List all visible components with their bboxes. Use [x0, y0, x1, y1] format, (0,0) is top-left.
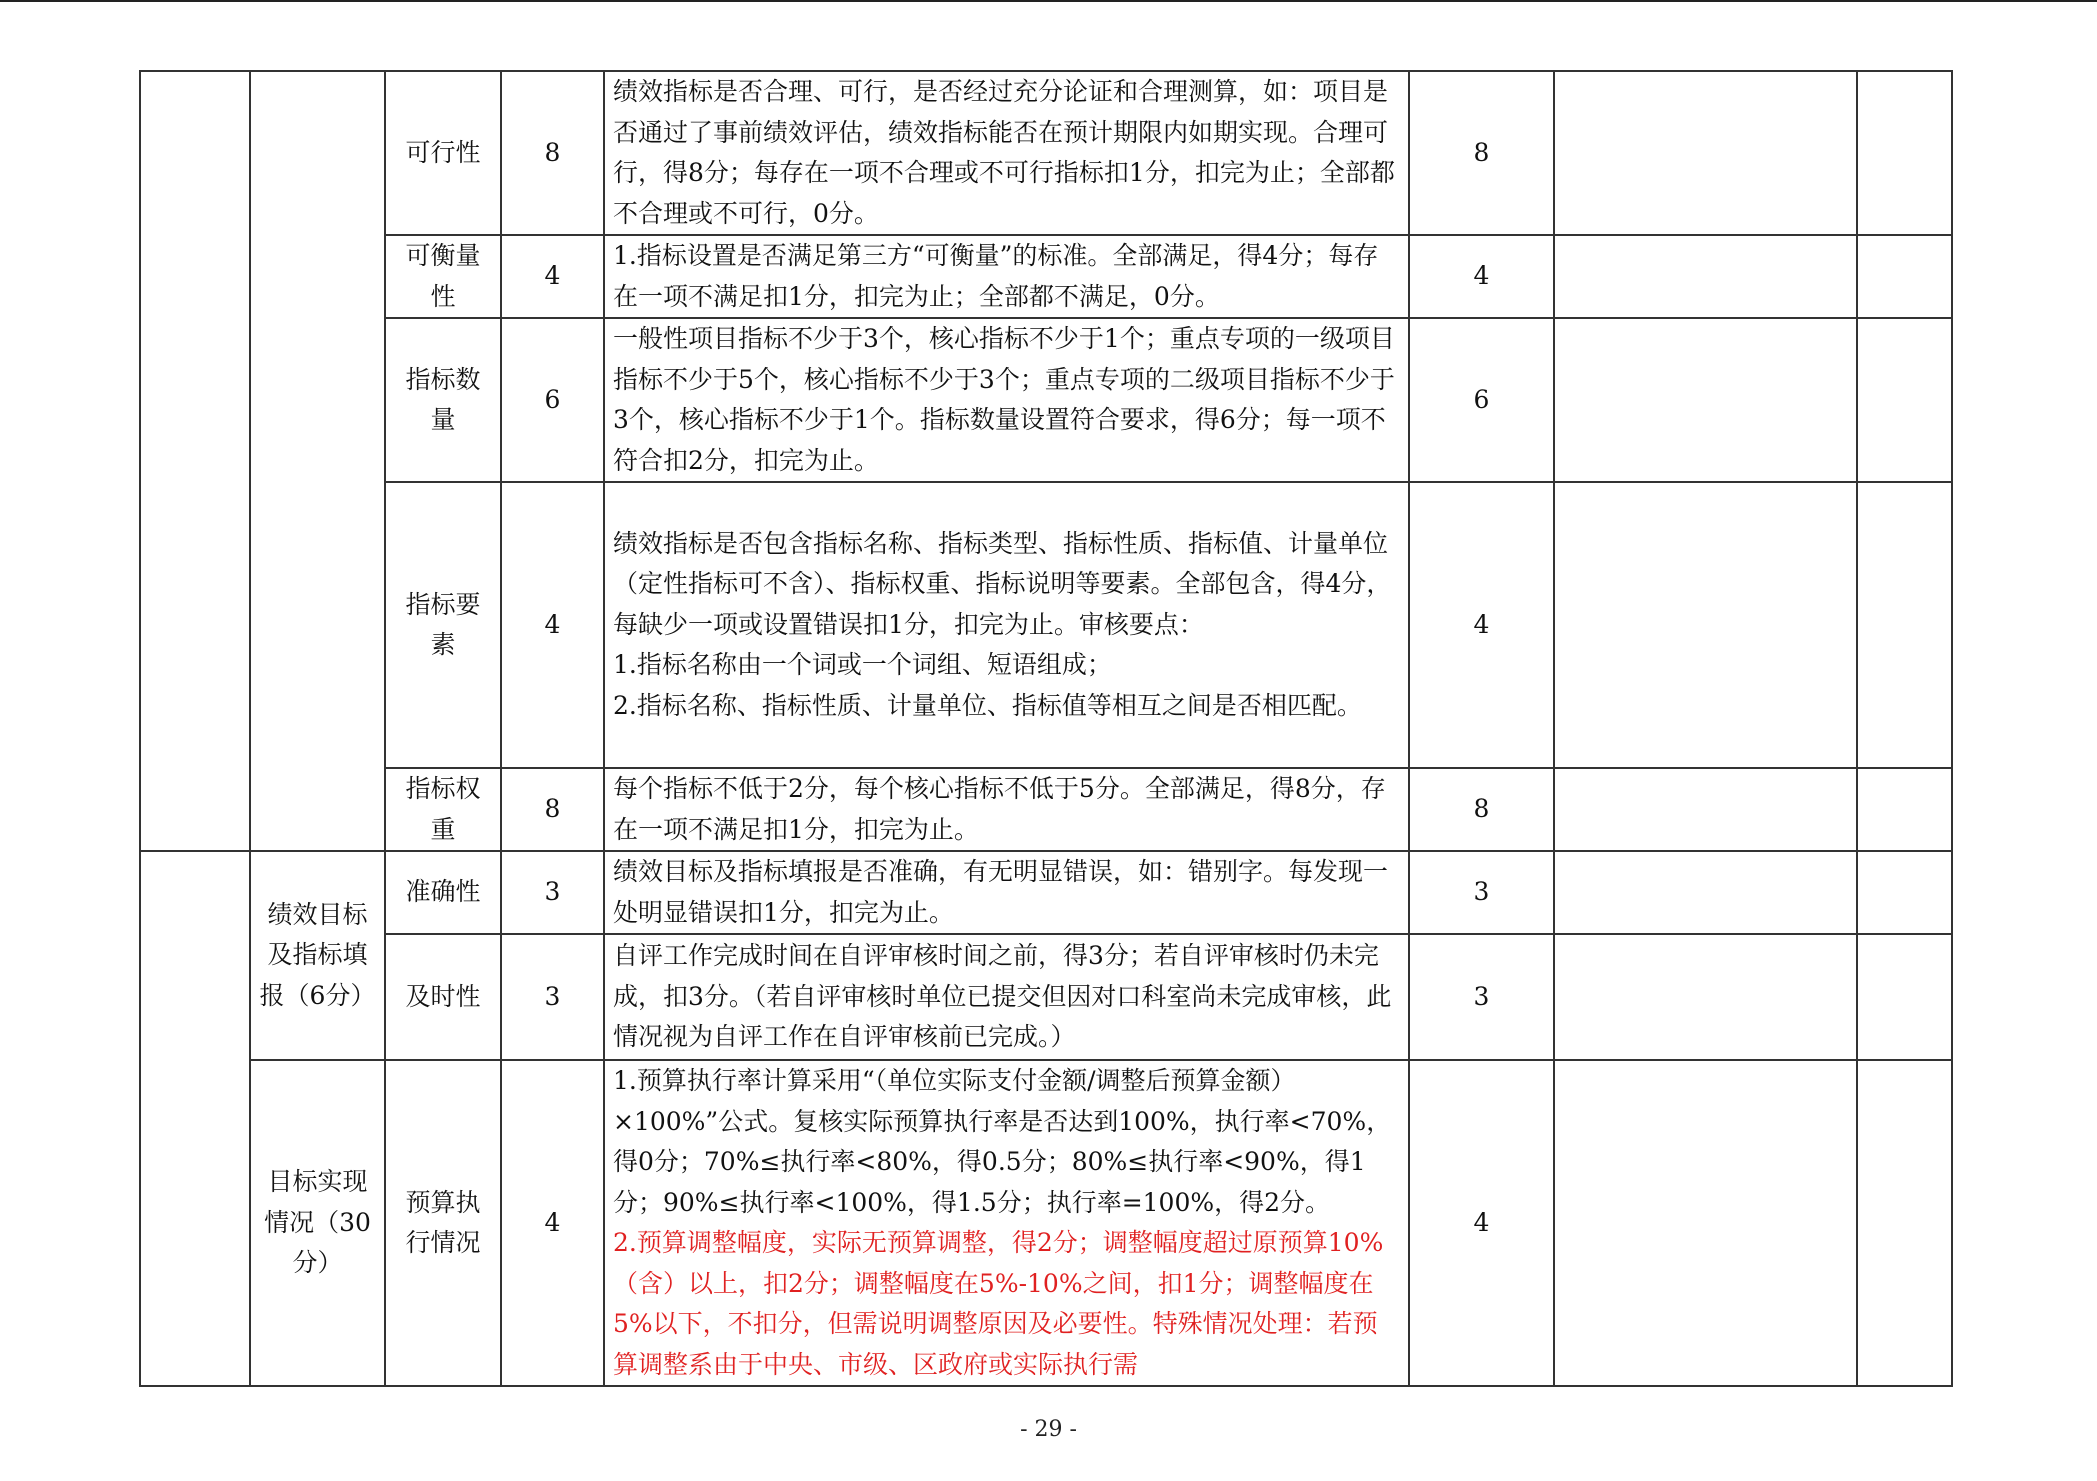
top-rule	[0, 0, 2097, 2]
criteria-text: 绩效目标及指标填报是否准确，有无明显错误，如：错别字。每发现一处明显错误扣1分，扣完为止。	[613, 857, 1389, 927]
indicator-cell: 及时性	[385, 934, 501, 1060]
criteria-cell	[604, 482, 1409, 768]
criteria-text: 1.预算执行率计算采用“（单位实际支付金额/调整后预算金额）×100%”公式。复核实际预算执行率是否达到100%，执行率<70%，得0分；70%≤执行率<80%，得0.5分；80%≤执行率<90%，得1分；90%≤执行率<100%，得1.5分；执行率=100%，得2分。	[613, 1066, 1392, 1217]
weight-cell: 4	[501, 1060, 604, 1386]
level2-cell	[250, 71, 385, 851]
scoring-table	[139, 70, 1953, 1387]
remark-cell	[1857, 318, 1952, 482]
remark-cell	[1554, 318, 1857, 482]
score-cell: 4	[1409, 482, 1554, 768]
table-row	[140, 768, 1952, 851]
criteria-text: 自评工作完成时间在自评审核时间之前，得3分；若自评审核时仍未完成，扣3分。（若自评审核时单位已提交但因对口科室尚未完成审核，此情况视为自评工作在自评审核前已完成。）	[613, 941, 1392, 1052]
criteria-text-highlighted: 2.预算调整幅度，实际无预算调整，得2分；调整幅度超过原预算10%（含）以上，扣2分；调整幅度在5%-10%之间，扣1分；调整幅度在5%以下，不扣分，但需说明调整原因及必要性。特殊情况处理：若预算调整系由于中央、市级、区政府或实际执行需	[613, 1228, 1384, 1379]
remark-cell	[1857, 851, 1952, 934]
criteria-text: 绩效指标是否合理、可行，是否经过充分论证和合理测算，如：项目是否通过了事前绩效评估，绩效指标能否在预计期限内如期实现。合理可行，得8分；每存在一项不合理或不可行指标扣1分，扣完为止；全部都不合理或不可行，0分。	[613, 77, 1395, 228]
indicator-cell: 预算执行情况	[385, 1060, 501, 1386]
indicator-cell: 可行性	[385, 71, 501, 235]
weight-cell: 4	[501, 482, 604, 768]
criteria-cell	[604, 235, 1409, 318]
weight-cell: 8	[501, 71, 604, 235]
remark-cell	[1857, 768, 1952, 851]
remark-cell	[1554, 235, 1857, 318]
remark-cell	[1554, 482, 1857, 768]
remark-cell	[1857, 934, 1952, 1060]
remark-cell	[1554, 934, 1857, 1060]
weight-cell: 8	[501, 768, 604, 851]
criteria-text: 1.指标设置是否满足第三方“可衡量”的标准。全部满足，得4分；每存在一项不满足扣1分，扣完为止；全部都不满足，0分。	[613, 241, 1379, 311]
criteria-cell	[604, 768, 1409, 851]
weight-cell: 3	[501, 934, 604, 1060]
criteria-text: 一般性项目指标不少于3个，核心指标不少于1个；重点专项的一级项目指标不少于5个，核心指标不少于3个；重点专项的二级项目指标不少于3个，核心指标不少于1个。指标数量设置符合要求，得6分；每一项不符合扣2分，扣完为止。	[613, 324, 1395, 475]
criteria-text: 绩效指标是否包含指标名称、指标类型、指标性质、指标值、计量单位（定性指标可不含）、指标权重、指标说明等要素。全部包含，得4分，每缺少一项或设置错误扣1分，扣完为止。审核要点：	[613, 528, 1392, 639]
remark-cell	[1554, 851, 1857, 934]
criteria-cell	[604, 1060, 1409, 1386]
score-cell: 6	[1409, 318, 1554, 482]
weight-cell: 3	[501, 851, 604, 934]
table-row	[140, 851, 1952, 934]
score-cell: 8	[1409, 71, 1554, 235]
indicator-cell: 可衡量性	[385, 235, 501, 318]
remark-cell	[1554, 71, 1857, 235]
score-cell: 4	[1409, 235, 1554, 318]
weight-cell: 6	[501, 318, 604, 482]
table-row	[140, 482, 1952, 768]
score-cell: 8	[1409, 768, 1554, 851]
category-cell: 目标实现情况（30分）	[250, 1060, 385, 1386]
criteria-cell	[604, 318, 1409, 482]
remark-cell	[1857, 1060, 1952, 1386]
level1-cell	[140, 71, 250, 851]
remark-cell	[1857, 235, 1952, 318]
score-cell: 3	[1409, 934, 1554, 1060]
remark-cell	[1857, 482, 1952, 768]
table-row	[140, 71, 1952, 235]
category-cell: 绩效目标及指标填报（6分）	[250, 851, 385, 1060]
indicator-cell: 准确性	[385, 851, 501, 934]
indicator-cell: 指标要素	[385, 482, 501, 768]
table-row	[140, 318, 1952, 482]
criteria-text: 每个指标不低于2分，每个核心指标不低于5分。全部满足，得8分，存在一项不满足扣1分，扣完为止。	[613, 774, 1386, 844]
criteria-cell	[604, 851, 1409, 934]
table-row	[140, 235, 1952, 318]
table-row	[140, 934, 1952, 1060]
score-cell: 4	[1409, 1060, 1554, 1386]
criteria-text: 2.指标名称、指标性质、计量单位、指标值等相互之间是否相匹配。	[613, 690, 1362, 720]
page-number: - 29 -	[1020, 1417, 1077, 1442]
weight-cell: 4	[501, 235, 604, 318]
score-cell: 3	[1409, 851, 1554, 934]
remark-cell	[1554, 768, 1857, 851]
level1-cell	[140, 851, 250, 1386]
remark-cell	[1554, 1060, 1857, 1386]
indicator-cell: 指标数量	[385, 318, 501, 482]
table-row	[140, 1060, 1952, 1386]
indicator-cell: 指标权重	[385, 768, 501, 851]
criteria-cell	[604, 71, 1409, 235]
criteria-cell	[604, 934, 1409, 1060]
remark-cell	[1857, 71, 1952, 235]
criteria-text: 1.指标名称由一个词或一个词组、短语组成；	[613, 650, 1112, 680]
